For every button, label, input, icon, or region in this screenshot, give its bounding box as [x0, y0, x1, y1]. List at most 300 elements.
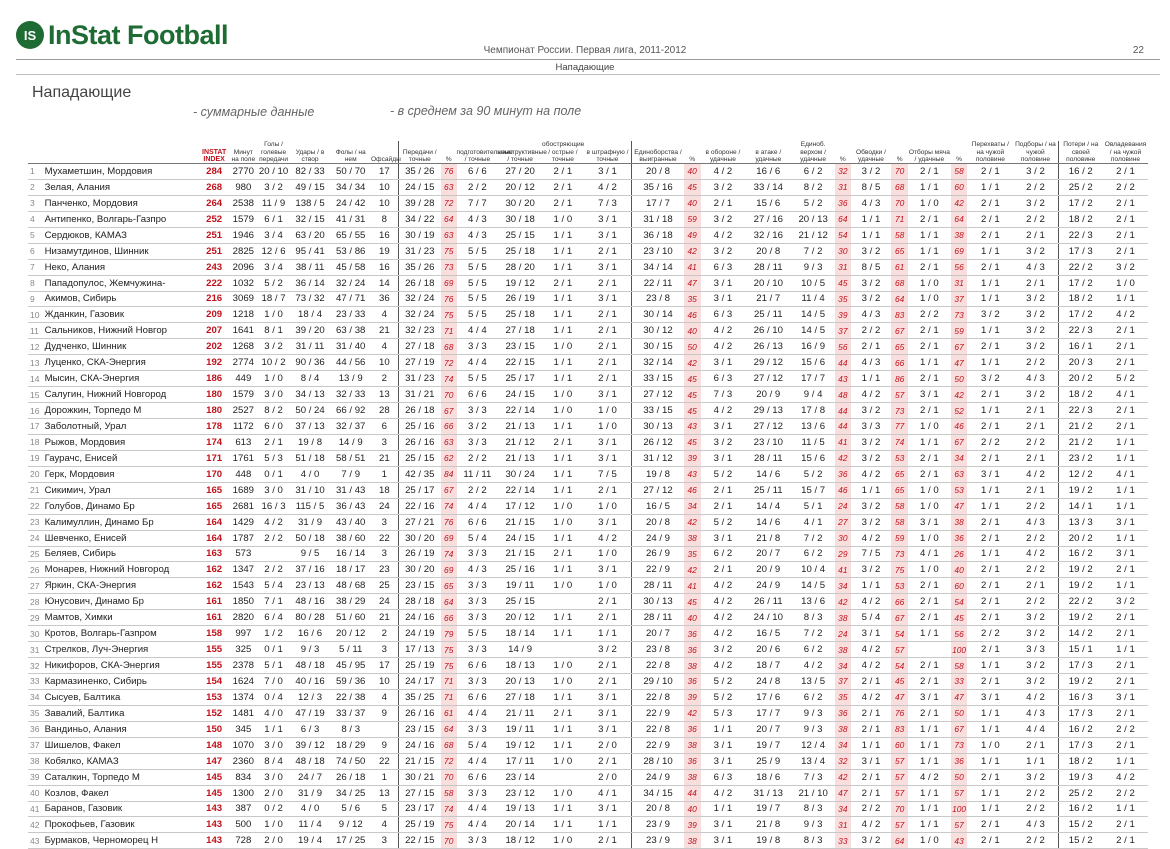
stat-cell: 8 — [371, 211, 398, 227]
stat-cell: 100 — [951, 801, 968, 817]
stat-cell: 47 — [951, 498, 968, 514]
stat-cell: 41 / 31 — [330, 211, 371, 227]
stat-cell: 34 — [951, 450, 968, 466]
stat-cell: 3 / 3 — [457, 578, 499, 594]
stat-cell: 36 — [684, 721, 701, 737]
player-name: Рыжов, Мордовия — [43, 434, 199, 450]
stat-cell: 74 / 50 — [330, 753, 371, 769]
stat-cell: 32 / 24 — [330, 275, 371, 291]
stat-cell: 26 — [951, 546, 968, 562]
stat-cell: 2 / 1 — [542, 275, 584, 291]
stat-cell: 11 / 9 — [257, 195, 289, 211]
player-name: Козлов, Факел — [43, 785, 199, 801]
stat-cell: 5 / 11 — [330, 642, 371, 658]
stat-cell: 1 / 1 — [967, 482, 1013, 498]
stat-cell: 24 / 7 — [290, 769, 331, 785]
player-name: Голубов, Динамо Бр — [43, 498, 199, 514]
stat-cell: 39 / 12 — [290, 737, 331, 753]
stat-cell: 2 / 1 — [1013, 578, 1058, 594]
stat-cell: 64 — [835, 211, 851, 227]
stat-cell: 33 / 15 — [632, 403, 684, 419]
column-header: Офсайды — [371, 141, 398, 164]
stat-cell: 25 / 15 — [498, 227, 542, 243]
stat-cell: 2 / 2 — [967, 626, 1013, 642]
row-number: 42 — [28, 817, 43, 833]
instat-index: 216 — [199, 291, 229, 307]
stat-cell: 74 — [441, 371, 457, 387]
stat-cell: 1 / 1 — [1103, 498, 1148, 514]
stat-cell: 30 / 20 — [398, 530, 441, 546]
stat-cell: 3 / 1 — [967, 689, 1013, 705]
stat-cell: 20 / 7 — [745, 546, 791, 562]
stat-cell: 1 / 1 — [542, 689, 584, 705]
table-row — [28, 179, 1148, 195]
stat-cell: 4 / 2 — [851, 530, 892, 546]
stat-cell: 4 / 4 — [457, 498, 499, 514]
stat-cell: 2 / 1 — [967, 833, 1013, 849]
stat-cell: 26 / 18 — [398, 403, 441, 419]
stat-cell: 70 — [441, 387, 457, 403]
stat-cell: 75 — [441, 642, 457, 658]
stat-cell: 4 — [371, 689, 398, 705]
stat-cell: 1032 — [229, 275, 257, 291]
stat-cell: 44 — [835, 403, 851, 419]
stat-cell: 2 / 1 — [908, 450, 951, 466]
header-divider — [16, 59, 1160, 60]
stat-cell: 3 / 2 — [1013, 610, 1058, 626]
stat-cell: 4 / 2 — [584, 179, 632, 195]
row-number: 32 — [28, 658, 43, 674]
stat-cell: 1 / 1 — [967, 498, 1013, 514]
stat-cell: 1 / 0 — [908, 482, 951, 498]
stat-cell — [908, 642, 951, 658]
stat-cell: 9 / 3 — [791, 817, 835, 833]
stat-cell: 1 / 1 — [542, 610, 584, 626]
stat-cell: 2820 — [229, 610, 257, 626]
stat-cell: 47 — [684, 275, 701, 291]
instat-index: 268 — [199, 179, 229, 195]
instat-index: 251 — [199, 227, 229, 243]
stat-cell: 3 / 2 — [851, 514, 892, 530]
stat-cell: 30 / 24 — [498, 466, 542, 482]
stat-cell: 19 / 2 — [1058, 674, 1103, 690]
stat-cell: 3 / 3 — [457, 674, 499, 690]
stat-cell: 3 / 2 — [1013, 339, 1058, 355]
stat-cell: 387 — [229, 801, 257, 817]
stat-cell: 2 / 1 — [967, 674, 1013, 690]
stat-cell: 11 / 5 — [791, 434, 835, 450]
stat-cell: 4 / 1 — [1103, 466, 1148, 482]
instat-index: 154 — [199, 674, 229, 690]
player-name: Беляев, Сибирь — [43, 546, 199, 562]
row-number: 40 — [28, 785, 43, 801]
stat-cell: 10 — [371, 179, 398, 195]
stat-cell: 18 / 12 — [498, 833, 542, 849]
table-row — [28, 243, 1148, 259]
row-number: 24 — [28, 530, 43, 546]
table-row — [28, 578, 1148, 594]
stat-cell: 3 / 2 — [1013, 323, 1058, 339]
stat-cell: 16 / 6 — [290, 626, 331, 642]
table-row — [28, 546, 1148, 562]
stat-cell: 58 / 51 — [330, 450, 371, 466]
stat-cell: 3 / 2 — [584, 642, 632, 658]
stat-cell: 73 — [441, 259, 457, 275]
stat-cell: 3 / 1 — [1103, 514, 1148, 530]
stat-cell: 4 / 4 — [457, 323, 499, 339]
stat-cell: 6 / 2 — [791, 546, 835, 562]
player-name: Никифоров, СКА-Энергия — [43, 658, 199, 674]
stat-cell: 2 / 1 — [584, 307, 632, 323]
stat-cell: 1 / 0 — [542, 833, 584, 849]
stat-cell: 70 — [441, 769, 457, 785]
row-number: 9 — [28, 291, 43, 307]
stat-cell: 5 / 2 — [791, 195, 835, 211]
table-row — [28, 403, 1148, 419]
stat-cell: 6 / 3 — [701, 769, 746, 785]
stat-cell: 14 / 6 — [745, 466, 791, 482]
stat-cell: 22 / 8 — [632, 658, 684, 674]
stat-cell: 23 / 9 — [632, 817, 684, 833]
stat-cell: 29 — [835, 546, 851, 562]
stat-cell: 1 / 1 — [1103, 753, 1148, 769]
stat-cell: 36 — [951, 530, 968, 546]
stat-cell: 36 — [684, 674, 701, 690]
stat-cell: 50 — [951, 705, 968, 721]
stat-cell: 31 / 11 — [290, 339, 331, 355]
stat-cell: 33 / 37 — [330, 705, 371, 721]
stat-cell: 1 / 1 — [908, 737, 951, 753]
stat-cell: 74 — [441, 801, 457, 817]
instat-index: 202 — [199, 339, 229, 355]
instat-index: 162 — [199, 562, 229, 578]
stat-cell: 42 — [951, 387, 968, 403]
stat-cell: 1 / 1 — [908, 817, 951, 833]
stat-cell: 20 / 3 — [1058, 355, 1103, 371]
stat-cell: 3 / 1 — [1103, 689, 1148, 705]
stat-cell: 25 — [371, 578, 398, 594]
stat-cell: 21 / 12 — [498, 434, 542, 450]
stat-cell: 24 / 9 — [632, 530, 684, 546]
stat-cell: 4 / 3 — [457, 227, 499, 243]
stat-cell: 1 / 1 — [542, 530, 584, 546]
stat-cell: 32 / 24 — [398, 307, 441, 323]
row-number: 22 — [28, 498, 43, 514]
stat-cell: 19 / 13 — [498, 801, 542, 817]
stat-cell: 10 — [371, 674, 398, 690]
stat-cell: 41 — [835, 562, 851, 578]
stat-cell: 65 — [441, 578, 457, 594]
stat-cell: 30 / 13 — [632, 419, 684, 435]
stat-cell: 2527 — [229, 403, 257, 419]
stat-cell: 1 / 0 — [542, 387, 584, 403]
stat-cell: 2 / 1 — [542, 164, 584, 180]
stat-cell: 2 / 1 — [967, 211, 1013, 227]
stat-cell: 3 / 1 — [584, 562, 632, 578]
stat-cell: 27 / 16 — [745, 211, 791, 227]
stat-cell: 1761 — [229, 450, 257, 466]
stat-cell: 73 — [951, 737, 968, 753]
stat-cell: 19 / 4 — [290, 833, 331, 849]
stat-cell: 2 / 2 — [1013, 594, 1058, 610]
stat-cell: 3 / 1 — [701, 275, 746, 291]
stat-cell: 1 / 1 — [967, 753, 1013, 769]
stat-cell: 4 / 4 — [457, 705, 499, 721]
stat-cell: 46 — [684, 482, 701, 498]
stat-cell: 23 — [371, 562, 398, 578]
stat-cell: 14 / 9 — [498, 642, 542, 658]
stat-cell: 41 — [684, 259, 701, 275]
stat-cell: 48 / 18 — [290, 658, 331, 674]
stat-cell: 3 / 1 — [584, 387, 632, 403]
stat-cell: 26 / 16 — [398, 434, 441, 450]
stat-cell: 23 / 9 — [632, 833, 684, 849]
stat-cell: 47 / 71 — [330, 291, 371, 307]
stat-cell: 34 / 14 — [632, 259, 684, 275]
stat-cell: 64 — [891, 833, 908, 849]
stat-cell: 5 / 4 — [457, 530, 499, 546]
stat-cell: 8 / 3 — [330, 721, 371, 737]
stat-cell: 19 / 2 — [1058, 482, 1103, 498]
stat-cell: 10 — [371, 355, 398, 371]
stat-cell: 3 / 2 — [851, 403, 892, 419]
stat-cell: 2 / 1 — [908, 705, 951, 721]
player-name: Сердюков, КАМАЗ — [43, 227, 199, 243]
stat-cell: 3 / 1 — [584, 721, 632, 737]
stat-cell: 1374 — [229, 689, 257, 705]
table-row — [28, 291, 1148, 307]
instat-index: 222 — [199, 275, 229, 291]
stat-cell: 59 — [684, 211, 701, 227]
stat-cell: 1 / 1 — [967, 785, 1013, 801]
stat-cell: 5 / 2 — [701, 466, 746, 482]
instat-index: 155 — [199, 658, 229, 674]
stat-cell: 29 / 12 — [745, 355, 791, 371]
stat-cell: 3 / 2 — [701, 211, 746, 227]
stat-cell: 1 / 0 — [542, 514, 584, 530]
stat-cell: 10 / 5 — [791, 275, 835, 291]
stat-cell: 59 — [891, 530, 908, 546]
stat-cell: 3 / 2 — [851, 275, 892, 291]
stat-cell: 39 — [835, 307, 851, 323]
stat-cell: 1 / 1 — [542, 737, 584, 753]
instat-index: 147 — [199, 753, 229, 769]
stat-cell: 2 / 1 — [584, 674, 632, 690]
stat-cell: 1 / 1 — [967, 403, 1013, 419]
column-header: % — [684, 141, 701, 164]
stat-cell: 36 — [835, 466, 851, 482]
stat-cell: 3 / 1 — [701, 355, 746, 371]
row-number: 34 — [28, 689, 43, 705]
stat-cell: 2 / 1 — [1103, 737, 1148, 753]
stat-cell: 5 / 6 — [330, 801, 371, 817]
stat-cell: 26 / 18 — [398, 275, 441, 291]
row-number: 21 — [28, 482, 43, 498]
stat-cell: 1347 — [229, 562, 257, 578]
column-header: Минут на поле — [229, 141, 257, 164]
stat-cell: 1172 — [229, 419, 257, 435]
stat-cell: 1 / 1 — [908, 179, 951, 195]
stat-cell: 2 / 2 — [1013, 530, 1058, 546]
stat-cell: 1 / 0 — [908, 530, 951, 546]
subtitle-divider — [16, 74, 1160, 75]
stat-cell: 71 — [441, 323, 457, 339]
stat-cell: 4 / 2 — [701, 610, 746, 626]
section-title: Нападающие — [32, 84, 132, 101]
stat-cell: 1 / 0 — [542, 403, 584, 419]
forwards-stats-table — [28, 141, 1148, 849]
stat-cell: 21 / 8 — [745, 530, 791, 546]
stat-cell: 20 / 10 — [745, 275, 791, 291]
stat-cell: 66 / 92 — [330, 403, 371, 419]
stat-cell: 28 / 11 — [745, 450, 791, 466]
stat-cell: 32 / 24 — [398, 291, 441, 307]
stat-cell: 66 — [891, 355, 908, 371]
stat-cell: 45 — [684, 371, 701, 387]
stat-cell: 1 / 1 — [257, 721, 289, 737]
table-row — [28, 817, 1148, 833]
table-row — [28, 307, 1148, 323]
stat-cell: 19 — [371, 243, 398, 259]
stat-cell: 834 — [229, 769, 257, 785]
stat-cell: 2 / 1 — [1103, 833, 1148, 849]
player-name: Кротов, Волгарь-Газпром — [43, 626, 199, 642]
stat-cell: 4 / 2 — [851, 689, 892, 705]
stat-cell: 3 / 1 — [967, 466, 1013, 482]
stat-cell: 3 / 1 — [701, 833, 746, 849]
stat-cell: 35 / 25 — [398, 689, 441, 705]
instat-index: 178 — [199, 419, 229, 435]
instat-index: 174 — [199, 434, 229, 450]
stat-cell: 3 / 3 — [457, 721, 499, 737]
player-name: Кобялко, КАМАЗ — [43, 753, 199, 769]
stat-cell: 997 — [229, 626, 257, 642]
stat-cell: 1 / 1 — [967, 801, 1013, 817]
stat-cell: 1 / 1 — [1103, 434, 1148, 450]
stat-cell: 41 — [835, 434, 851, 450]
stat-cell: 15 / 6 — [745, 195, 791, 211]
player-name: Шишелов, Факел — [43, 737, 199, 753]
stat-cell: 50 / 24 — [290, 403, 331, 419]
stat-cell: 1 — [371, 769, 398, 785]
stat-cell: 38 — [835, 721, 851, 737]
column-header: Удары / в створ — [290, 141, 331, 164]
stat-cell: 24 — [835, 498, 851, 514]
stat-cell: 75 — [441, 658, 457, 674]
stat-cell: 30 / 12 — [632, 323, 684, 339]
stat-cell: 2 / 1 — [1103, 403, 1148, 419]
stat-cell: 20 / 2 — [1058, 371, 1103, 387]
stat-cell: 6 — [371, 419, 398, 435]
stat-cell: 16 / 5 — [745, 626, 791, 642]
stat-cell: 1429 — [229, 514, 257, 530]
stat-cell: 34 / 25 — [330, 785, 371, 801]
stat-cell: 15 / 2 — [1058, 833, 1103, 849]
stat-cell: 1 / 1 — [851, 737, 892, 753]
stat-cell: 2 / 1 — [1103, 626, 1148, 642]
stat-cell: 500 — [229, 817, 257, 833]
stat-cell: 3 / 0 — [257, 769, 289, 785]
stat-cell: 8 / 3 — [791, 833, 835, 849]
player-name: Неко, Алания — [43, 259, 199, 275]
stat-cell: 20 / 8 — [632, 801, 684, 817]
stat-cell: 1 / 1 — [967, 721, 1013, 737]
row-number: 16 — [28, 403, 43, 419]
stat-cell: 16 / 1 — [1058, 339, 1103, 355]
stat-cell: 16 / 5 — [632, 498, 684, 514]
stat-cell: 1 / 1 — [967, 323, 1013, 339]
stat-cell: 2 / 1 — [1103, 323, 1148, 339]
stat-cell: 6 / 6 — [457, 514, 499, 530]
stat-cell: 24 — [371, 498, 398, 514]
stat-cell: 1 / 1 — [1103, 530, 1148, 546]
stat-cell: 25 / 18 — [498, 307, 542, 323]
stat-cell: 1 / 1 — [1103, 291, 1148, 307]
stat-cell: 28 / 11 — [632, 578, 684, 594]
stat-cell: 45 — [684, 179, 701, 195]
stat-cell: 2 / 1 — [967, 610, 1013, 626]
stat-cell: 57 — [891, 817, 908, 833]
stat-cell: 4 / 2 — [851, 658, 892, 674]
stat-cell: 2 / 1 — [1013, 419, 1058, 435]
stat-cell: 47 — [951, 355, 968, 371]
stat-cell: 1 / 1 — [542, 355, 584, 371]
stat-cell: 6 / 3 — [701, 307, 746, 323]
stat-cell: 71 — [441, 689, 457, 705]
row-number: 15 — [28, 387, 43, 403]
stat-cell: 2 / 1 — [1103, 817, 1148, 833]
stat-cell: 1 / 1 — [967, 546, 1013, 562]
table-row — [28, 674, 1148, 690]
stat-cell: 38 — [684, 769, 701, 785]
stat-cell: 1 / 1 — [542, 626, 584, 642]
stat-cell: 17 — [371, 658, 398, 674]
stat-cell: 3 — [371, 514, 398, 530]
stat-cell: 17 / 3 — [1058, 737, 1103, 753]
page-number: 22 — [1132, 45, 1144, 56]
stat-cell: 63 — [441, 179, 457, 195]
player-name: Калимуллин, Динамо Бр — [43, 514, 199, 530]
table-row — [28, 833, 1148, 849]
stat-cell: 18 / 29 — [330, 737, 371, 753]
stat-cell: 5 / 2 — [257, 275, 289, 291]
stat-cell: 63 / 20 — [290, 227, 331, 243]
table-row — [28, 434, 1148, 450]
stat-cell: 70 — [441, 833, 457, 849]
stat-cell: 4 / 2 — [851, 594, 892, 610]
stat-cell: 1 / 1 — [542, 801, 584, 817]
stat-cell: 12 / 3 — [290, 689, 331, 705]
stat-cell: 24 — [371, 594, 398, 610]
stat-cell: 17 / 25 — [330, 833, 371, 849]
stat-cell: 76 — [891, 705, 908, 721]
stat-cell: 2 / 0 — [257, 785, 289, 801]
stat-cell: 68 — [891, 275, 908, 291]
stat-cell: 19 / 8 — [290, 434, 331, 450]
player-name: Салугин, Нижний Новгород — [43, 387, 199, 403]
stat-cell: 67 — [441, 482, 457, 498]
stat-cell: 4 / 4 — [457, 801, 499, 817]
stat-cell: 4 / 3 — [851, 195, 892, 211]
table-row — [28, 227, 1148, 243]
stat-cell: 11 / 4 — [290, 817, 331, 833]
stat-cell: 42 — [684, 355, 701, 371]
stat-cell: 60 — [891, 737, 908, 753]
stat-cell: 32 — [835, 753, 851, 769]
stat-cell: 1 / 1 — [701, 801, 746, 817]
stat-cell: 65 — [891, 339, 908, 355]
stat-cell: 4 / 2 — [1103, 307, 1148, 323]
